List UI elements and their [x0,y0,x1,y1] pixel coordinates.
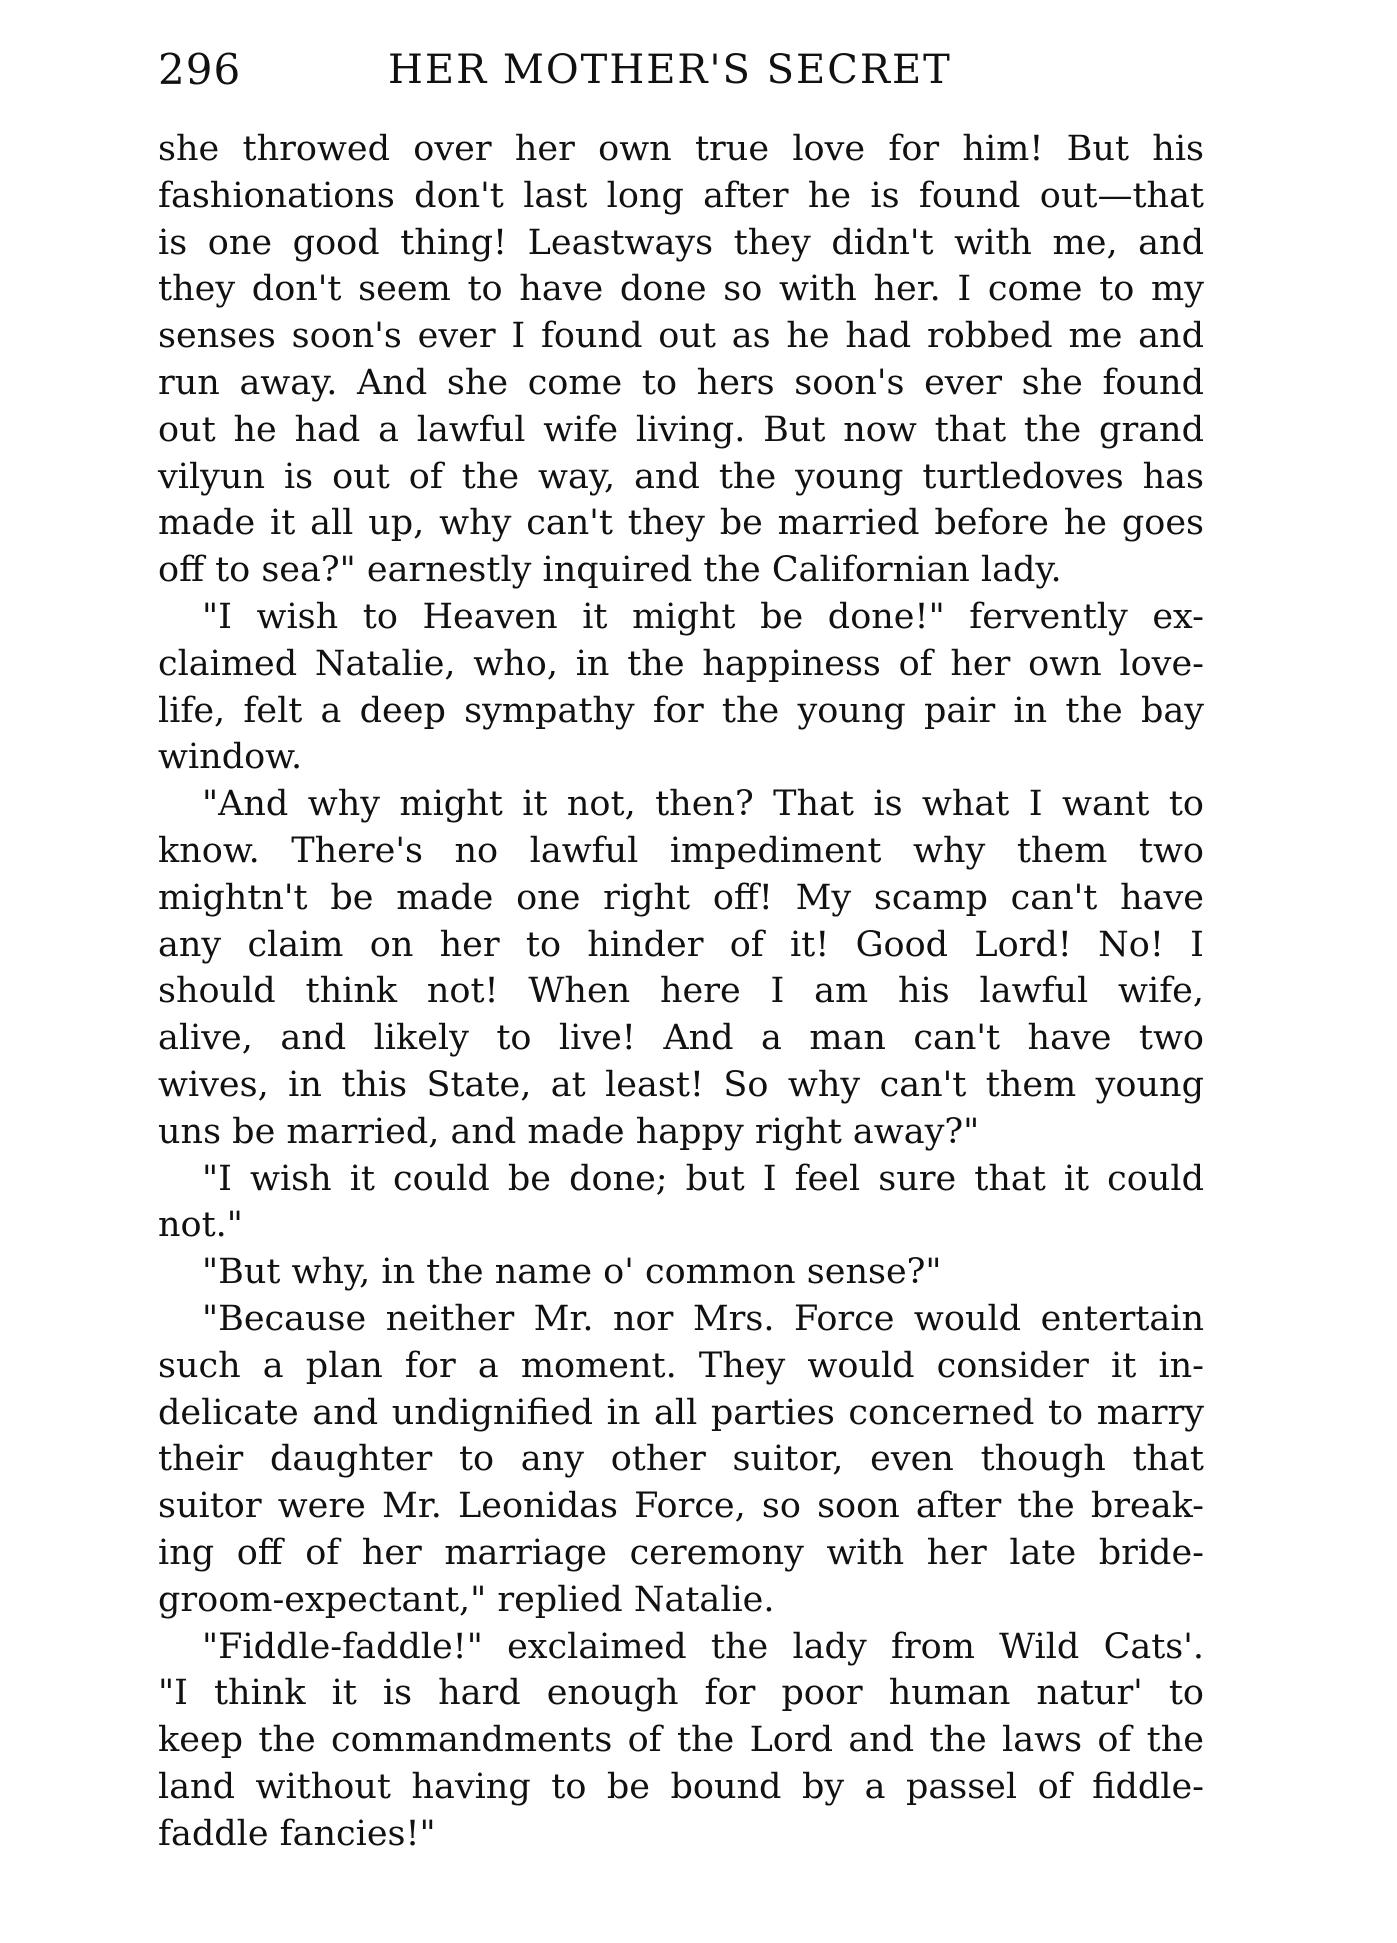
text-line: such a plan for a moment. They would consider it in- [158,1345,1204,1386]
text-line: senses soon's ever I found out as he had robbed me and [158,316,1204,357]
text-line: alive, and likely to live! And a man can't have two [158,1018,1204,1059]
body-text [158,126,1204,1857]
text-line: "But why, in the name o' common sense?" [202,1252,942,1293]
text-line: know. There's no lawful impediment why them two [158,830,1204,871]
text-line: run away. And she come to hers soon's ever she found [158,362,1204,403]
text-line: delicate and undignified in all parties concerned to marry [158,1392,1204,1433]
text-line: not." [158,1205,243,1246]
text-line: she throwed over her own true love for him! But his [158,129,1204,169]
text-line: life, felt a deep sympathy for the young pair in the bay [158,690,1204,731]
text-line: is one good thing! Leastways they didn't with me, and [158,222,1204,263]
page-header [158,40,1204,100]
page-number: 296 [158,45,242,94]
text-line: any claim on her to hinder of it! Good Lord! No! I [158,924,1204,965]
text-line: ing off of her marriage ceremony with her late bride- [158,1532,1204,1573]
text-line: vilyun is out of the way, and the young turtledoves has [158,456,1204,497]
text-line: mightn't be made one right off! My scamp can't have [158,877,1204,918]
text-line: "And why might it not, then? That is what I want to [202,784,1204,825]
text-line: should think not! When here I am his lawful wife, [158,971,1204,1012]
text-line: suitor were Mr. Leonidas Force, so soon after the break- [158,1486,1204,1527]
text-line: claimed Natalie, who, in the happiness of her own love- [158,643,1204,684]
text-line: faddle fancies!" [158,1813,436,1854]
text-line: "I think it is hard enough for poor human natur' to [158,1673,1204,1714]
text-line: "I wish to Heaven it might be done!" fervently ex- [202,596,1204,637]
text-line: keep the commandments of the Lord and the laws of the [158,1720,1204,1761]
running-title: HER MOTHER'S SECRET [388,47,952,93]
text-line: window. [158,737,303,778]
text-line: "I wish it could be done; but I feel sure that it could [202,1158,1204,1199]
text-line: fashionations don't last long after he is found out—that [158,175,1204,216]
text-line: wives, in this State, at least! So why can't them young [158,1064,1204,1105]
text-line: "Because neither Mr. nor Mrs. Force would entertain [202,1298,1204,1339]
text-line: off to sea?" earnestly inquired the Californian lady. [158,550,1062,591]
text-line: out he had a lawful wife living. But now that the grand [158,409,1204,450]
text-line: groom-expectant," replied Natalie. [158,1579,775,1620]
text-line: their daughter to any other suitor, even though that [158,1439,1204,1480]
text-line: made it all up, why can't they be married before he goes [158,503,1204,544]
text-line: they don't seem to have done so with her. I come to my [158,269,1204,310]
text-line: "Fiddle-faddle!" exclaimed the lady from Wild Cats'. [202,1626,1204,1667]
text-line: land without having to be bound by a passel of fiddle- [158,1766,1204,1807]
text-line: uns be married, and made happy right away?" [158,1111,980,1152]
